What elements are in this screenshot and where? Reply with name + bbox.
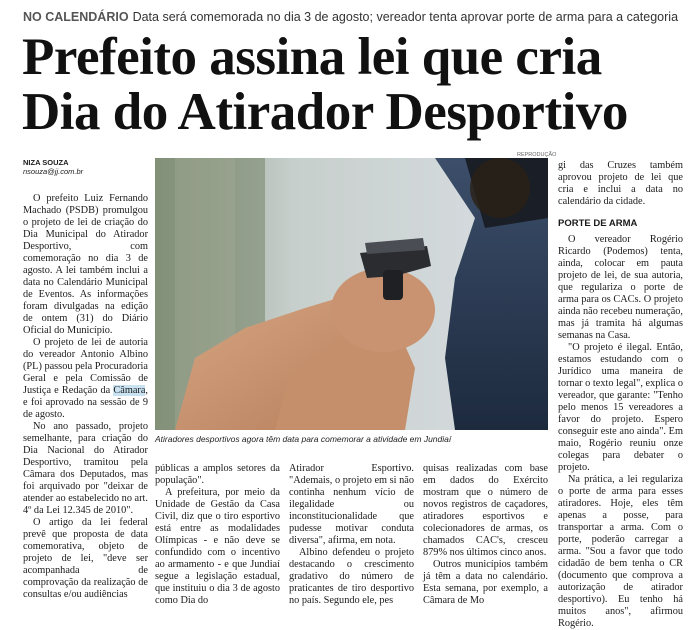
paragraph: "O projeto é ilegal. Então, estamos estudando com o Jurídico uma maneira de tornar o texto legal", explica o vereador, que garante: "Tenho pelo menos 15 vereadores a favor do projeto. Espero conseguir este ano ainda". Em maio, Rogério reuniu onze colegas para debater o projeto. [558,342,683,473]
highlighted-word: Câmara [113,385,146,396]
paragraph: No ano passado, projeto semelhante, para criação do Dia Nacional do Atirador Desportivo, tramitou pela Câmara dos Deputados, mas foi arquivado por "deixar de atender ao estabelecido no art. 4º da Lei 12.345 de 2010". [23,421,148,516]
text-span: O projeto de lei de autoria do vereador Antonio Albino (PL) passou pela Procuradoria Geral e pela Comissão de Justiça e Redação da [23,337,148,396]
headline-line-1: Prefeito assina lei que cria [22,28,602,86]
section-subhead: PORTE DE ARMA [558,218,638,229]
text-span: , e foi aprovado na sessão de 9 de agosto. [23,385,148,420]
paragraph [23,337,148,421]
paragraph: gi das Cruzes também aprovou projeto de lei que cria e inclui a data no calendário da cidade. [558,160,683,207]
article-column-4 [423,463,548,607]
photo-credit: REPRODUÇÃO [517,152,557,158]
article-column-5 [558,160,683,630]
kicker-label: NO CALENDÁRIO [23,10,129,24]
paragraph: Atirador Esportivo. "Ademais, o projeto em si não continha nenhum vício de ilegalidade ou inconstitucionalidade que pudesse motivar conduta diversa", afirma, em nota. [289,463,414,546]
headline [22,30,682,140]
paragraph: A prefeitura, por meio da Unidade de Gestão da Casa Civil, diz que o tiro esportivo está entre as modalidades Olímpicas - e não deve se confundido com o incentivo ao armamento - e que Jundiaí segue a legislação estadual, que instituiu o dia 3 de agosto como Dia do [155,487,280,606]
paragraph: quisas realizadas com base em dados do Exército mostram que o número de novos registros de caçadores, atiradores esportivos e colecionadores de armas, os chamados CAC's, cresceu 879% nos últimos cinco anos. [423,463,548,558]
byline-email[interactable]: nsouza@jj.com.br [23,167,84,176]
article-column-1 [23,193,148,601]
shooter-photo-illustration [155,158,548,430]
article-photo [155,158,548,430]
article-column-2 [155,463,280,607]
paragraph: Na prática, a lei regulariza o porte de arma para esses atiradores. Hoje, eles têm apenas a posse, para transportar a arma. Com o porte, poderão carregar a arma. "Sou a favor que todo cidadão de bem tenha o CR (documento que comprova a autorização de atirador desportivo). Eu tenho há muitos anos", afirmou Rogério. [558,474,683,629]
kicker [23,10,679,24]
paragraph: O prefeito Luiz Fernando Machado (PSDB) promulgou o projeto de lei de criação do Dia Municipal do Atirador Desportivo, com comemoração no dia 3 de agosto. A lei também inclui a data no Calendário Municipal de Eventos. As informações foram divulgadas na edição de ontem (31) do Diário Oficial do Município. [23,193,148,336]
headline-line-2: Dia do Atirador Desportivo [22,83,628,141]
article-column-3 [289,463,414,607]
paragraph: Albino defendeu o projeto destacando o crescimento gradativo do número de praticantes de tiro desportivo no país. Segundo ele, pes [289,547,414,606]
paragraph: O vereador Rogério Ricardo (Podemos) tenta, ainda, colocar em pauta projeto de lei, de sua autoria, que regulariza o porte de arma para os CACs. O projeto ainda não recebeu numeração, mas já tramita há algumas semanas na Casa. [558,234,683,341]
paragraph: Outros municípios também já têm a data no calendário. Esta semana, por exemplo, a Câmara de Mo [423,559,548,606]
kicker-text: Data será comemorada no dia 3 de agosto; vereador tenta aprovar porte de arma para a categoria [132,10,679,24]
byline-author: NIZA SOUZA [23,158,69,167]
paragraph: públicas a amplos setores da população". [155,463,280,486]
paragraph: O artigo da lei federal prevê que proposta de data comemorativa, objeto de projeto de lei, "deve ser acompanhada de comprovação da realização de consultas e/ou audiências [23,517,148,600]
photo-caption: Atiradores desportivos agora têm data para comemorar a atividade em Jundiaí [155,434,452,444]
